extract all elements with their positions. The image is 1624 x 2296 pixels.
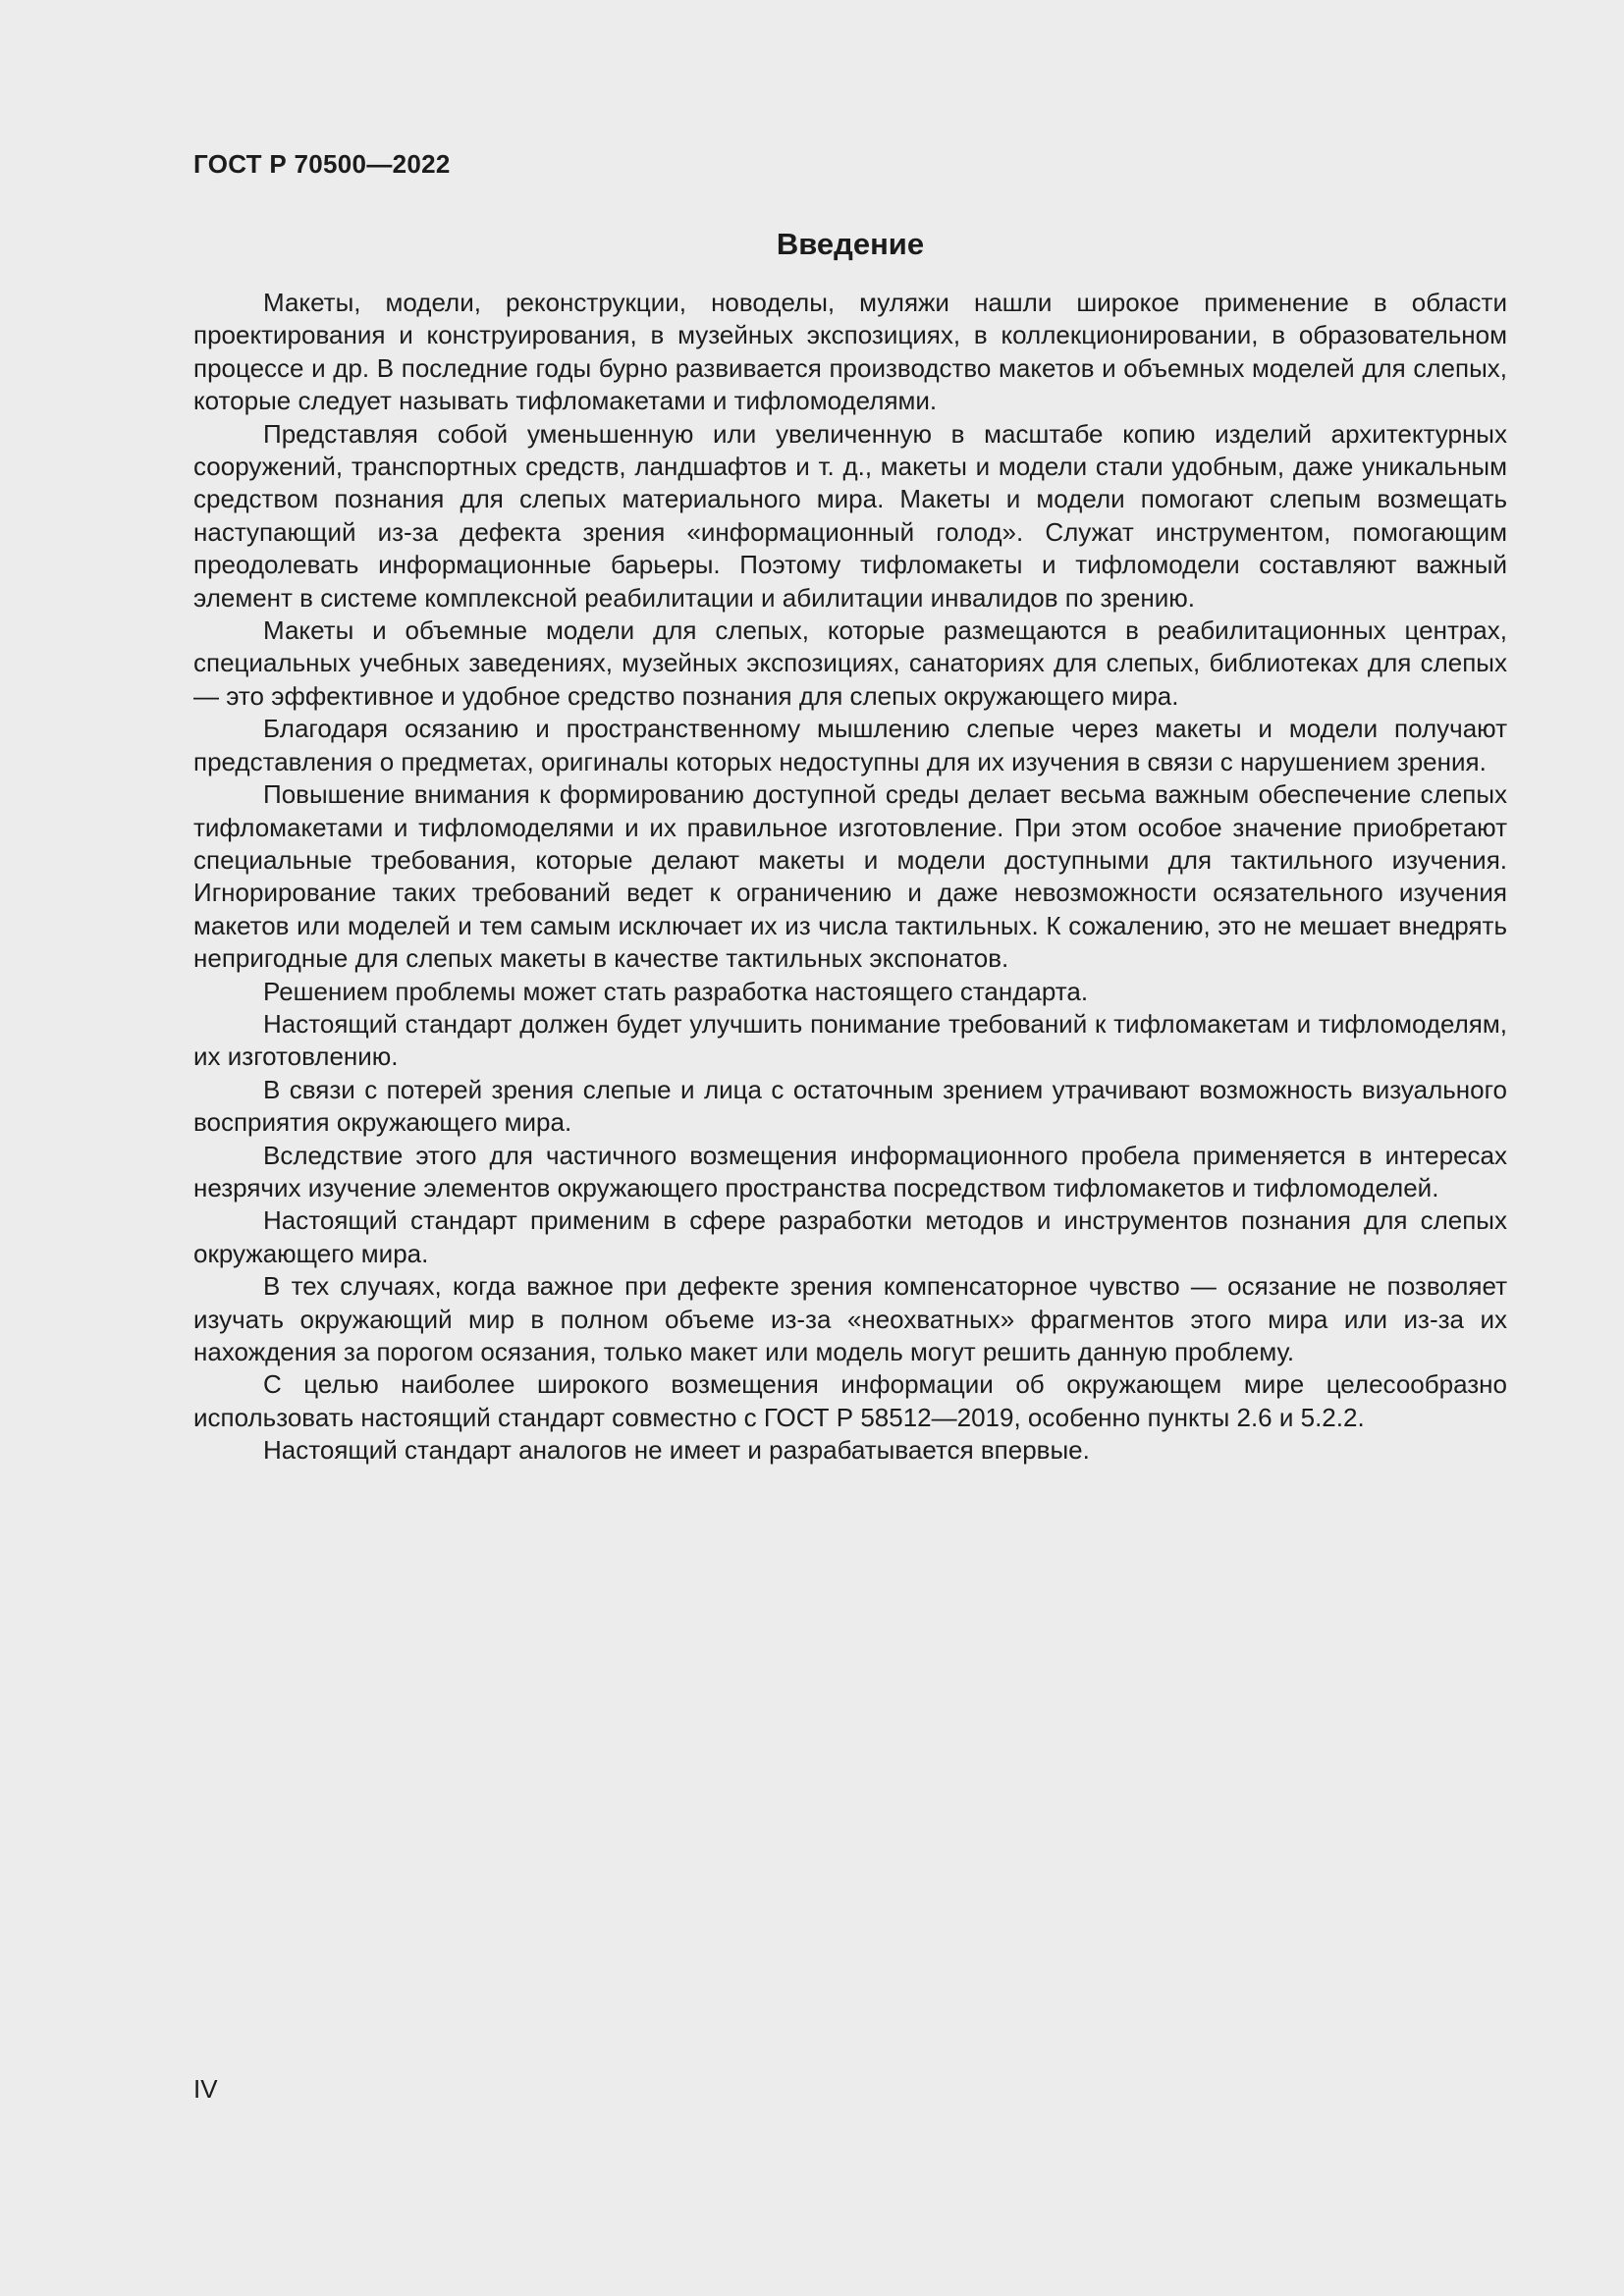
paragraph: В тех случаях, когда важное при дефекте зрения компенсаторное чувство — осязание не позволяет изучать окружающий мир в полном объеме из-за «неохватных» фрагментов этого мира или из-за их нахождения за порогом осязания, только макет или модель могут решить данную проблему. bbox=[193, 1271, 1507, 1366]
paragraph: Настоящий стандарт применим в сфере разработки методов и инструментов познания для слепых окружающего мира. bbox=[193, 1205, 1507, 1268]
paragraph: Вследствие этого для частичного возмещения информационного пробела применяется в интересах незрячих изучение элементов окружающего пространства посредством тифломакетов и тифломоделей. bbox=[193, 1140, 1507, 1202]
paragraph: Представляя собой уменьшенную или увеличенную в масштабе копию изделий архитектурных сооружений, транспортных средств, ландшафтов и т. д., макеты и модели стали удобным, даже уникальным средством познания для слепых материального мира. Макеты и модели помогают слепым возмещать наступающий из-за дефекта зрения «информационный голод». Служат инструментом, помогающим преодолевать информационные барьеры. Поэтому тифломакеты и тифломодели составляют важный элемент в системе комплексной реабилитации и абилитации инвалидов по зрению. bbox=[193, 418, 1507, 613]
paragraph: Решением проблемы может стать разработка настоящего стандарта. bbox=[263, 976, 1089, 1006]
paragraph: Благодаря осязанию и пространственному мышлению слепые через макеты и модели получают представления о предметах, оригиналы которых недоступны для их изучения в связи с нарушением зрения. bbox=[193, 714, 1507, 776]
document-code: ГОСТ Р 70500—2022 bbox=[193, 149, 451, 179]
introduction-body bbox=[193, 287, 1507, 1468]
paragraph: Настоящий стандарт должен будет улучшить понимание требований к тифломакетам и тифломоделям, их изготовлению. bbox=[193, 1008, 1507, 1072]
paragraph: С целью наиболее широкого возмещения информации об окружающем мире целесообразно использовать настоящий стандарт совместно с ГОСТ Р 58512—2019, особенно пункты 2.6 и 5.2.2. bbox=[193, 1369, 1507, 1432]
paragraph: В связи с потерей зрения слепые и лица с остаточным зрением утрачивают возможность визуального восприятия окружающего мира. bbox=[193, 1074, 1507, 1138]
paragraph: Настоящий стандарт аналогов не имеет и разрабатывается впервые. bbox=[263, 1435, 1090, 1466]
section-title: Введение bbox=[776, 227, 925, 261]
page-number: IV bbox=[193, 2074, 218, 2104]
paragraph: Макеты, модели, реконструкции, новоделы, муляжи нашли широкое применение в области проектирования и конструирования, в музейных экспозициях, в коллекционировании, в образовательном процессе и др. В последние годы бурно развивается производство макетов и объемных моделей для слепых, которые следует называть тифломакетами и тифломоделями. bbox=[193, 288, 1507, 416]
paragraph: Повышение внимания к формированию доступной среды делает весьма важным обеспечение слепых тифломакетами и тифломоделями и их правильное изготовление. При этом особое значение приобретают специальные требования, которые делают макеты и модели доступными для тактильного изучения. Игнорирование таких требований ведет к ограничению и даже невозможности осязательного изучения макетов или моделей и тем самым исключает их из числа тактильных. К сожалению, это не мешает внедрять непригодные для слепых макеты в качестве тактильных экспонатов. bbox=[193, 779, 1507, 974]
paragraph: Макеты и объемные модели для слепых, которые размещаются в реабилитационных центрах, специальных учебных заведениях, музейных экспозициях, санаториях для слепых, библиотеках для слепых — это эффективное и удобное средство познания для слепых окружающего мира. bbox=[193, 615, 1507, 711]
